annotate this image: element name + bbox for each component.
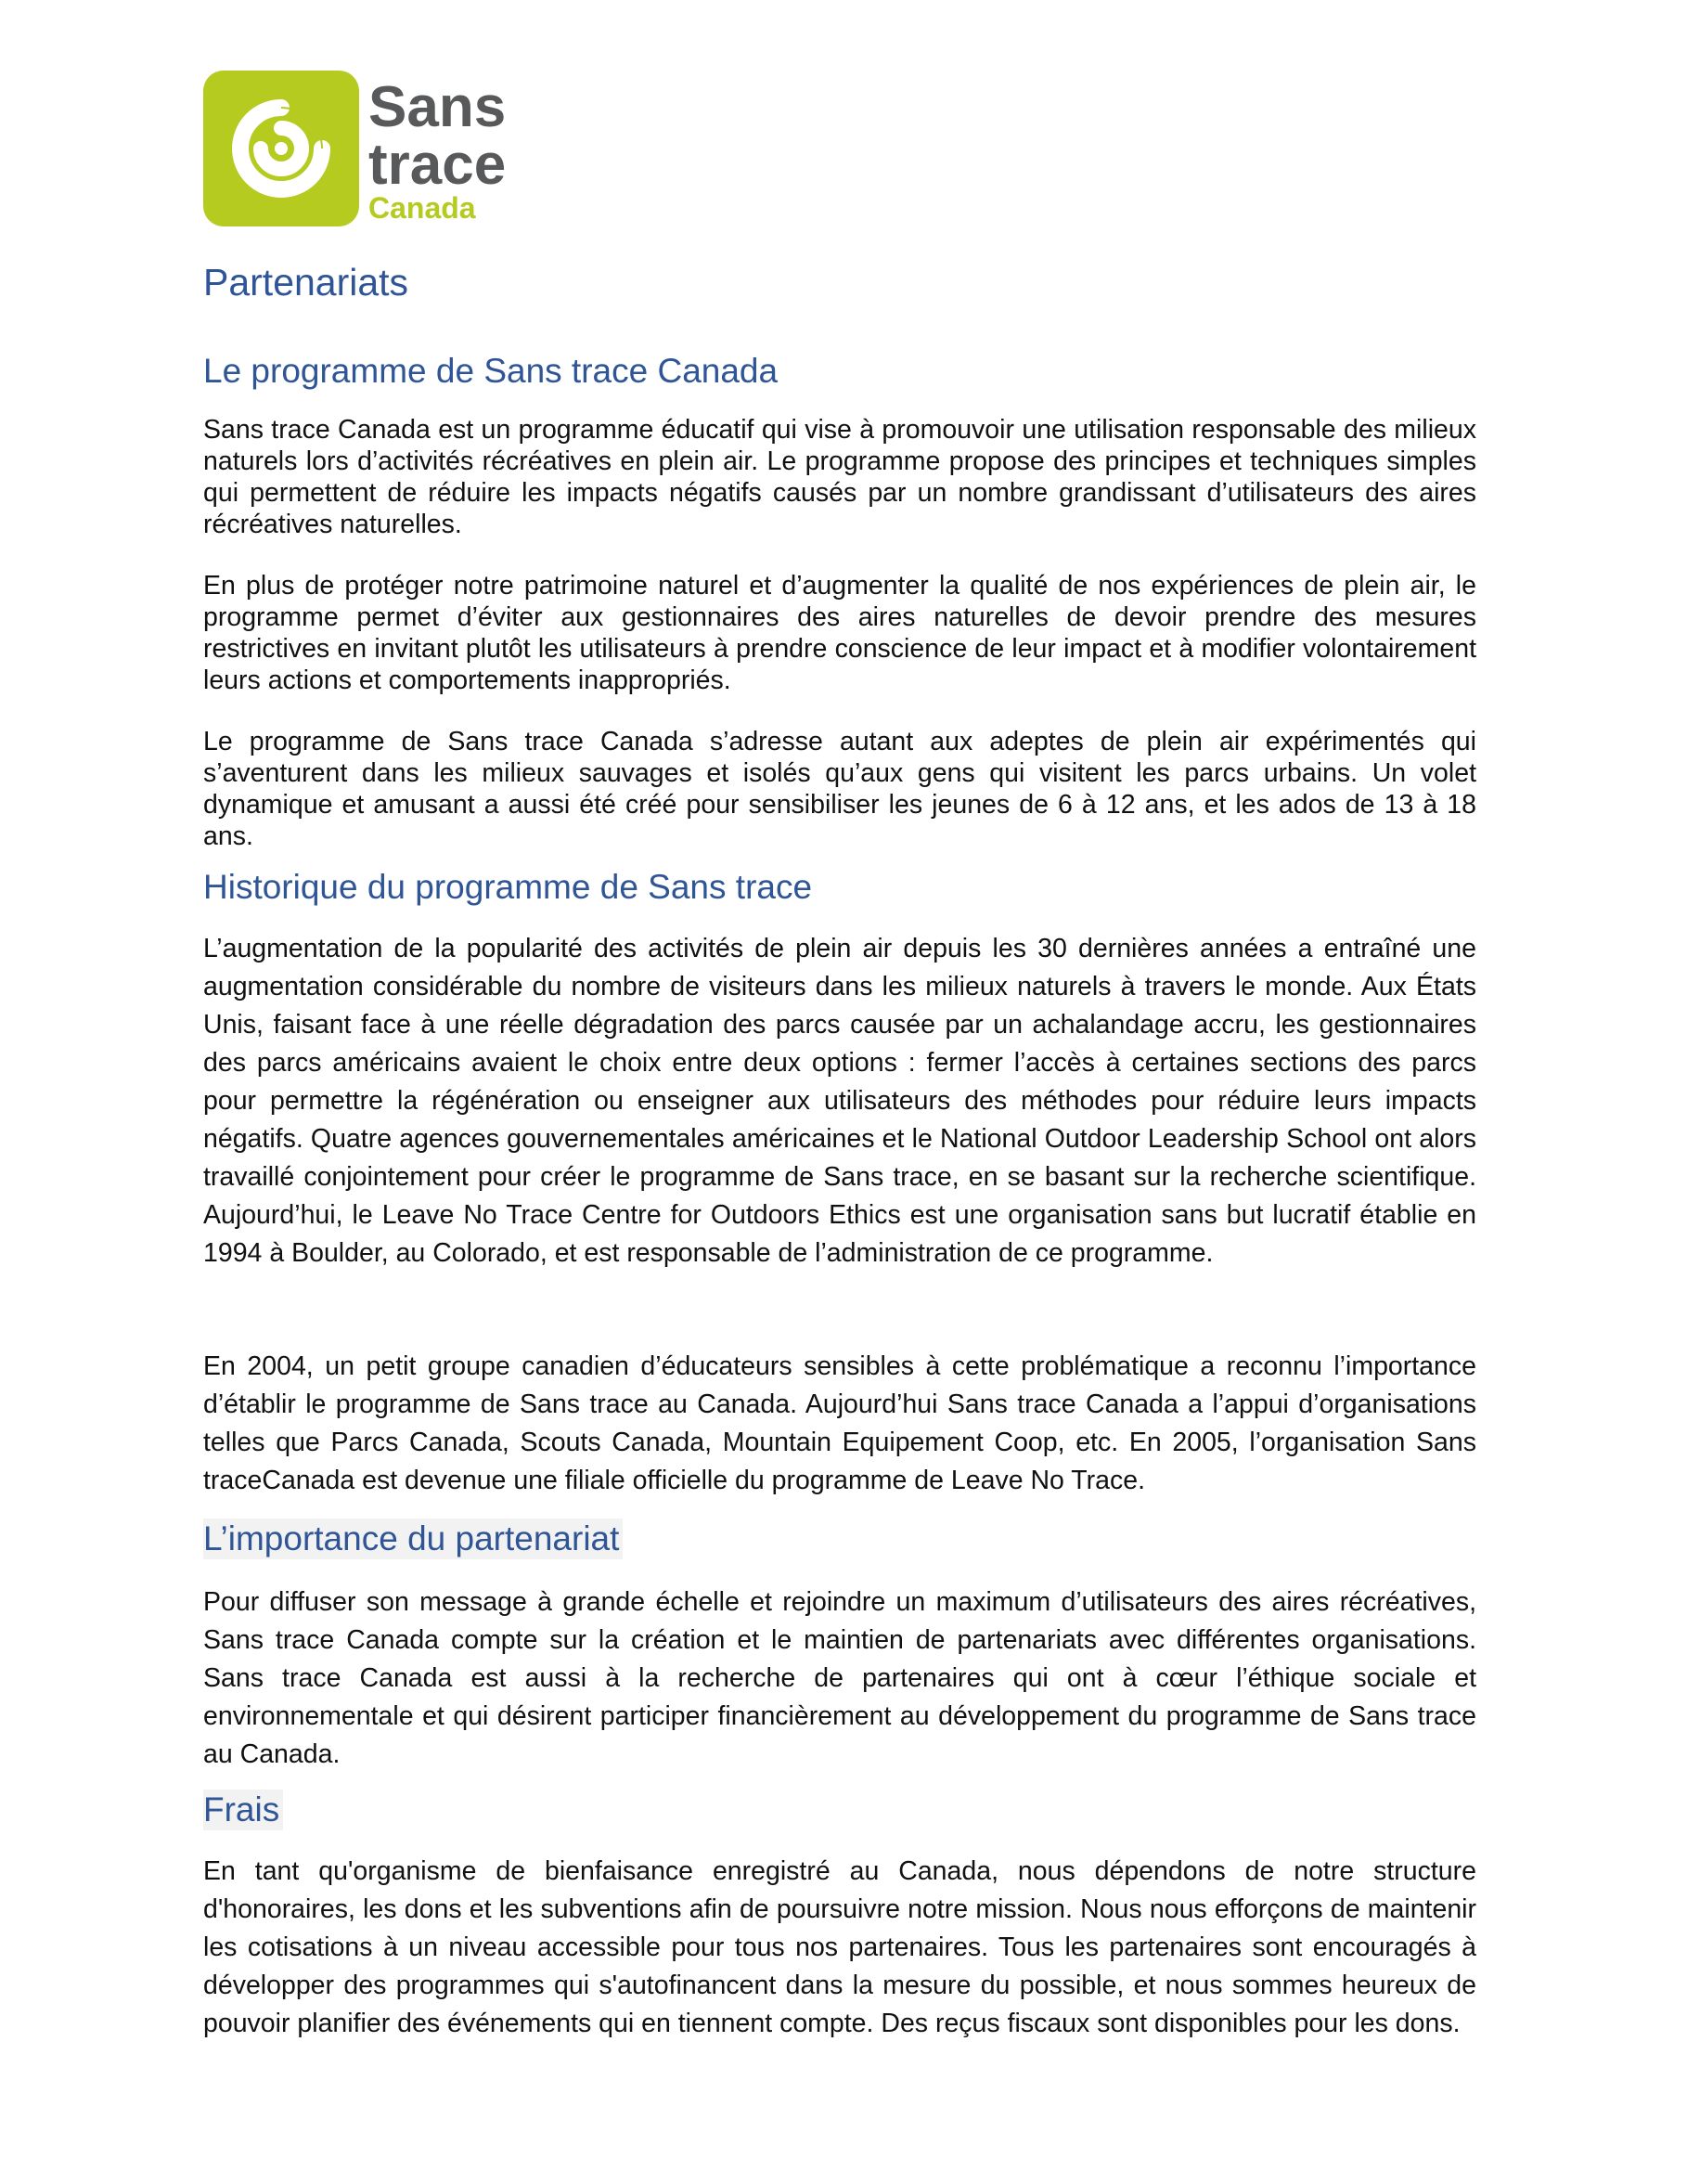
page-title: Partenariats	[203, 261, 409, 304]
logo-word-canada: Canada	[368, 191, 476, 225]
logo-spiral-center	[275, 142, 288, 155]
logo-word-trace: trace	[368, 133, 507, 197]
heading-importance: L’importance du partenariat	[203, 1518, 623, 1559]
logo-word-sans: Sans	[368, 75, 507, 139]
paragraph-programme-1: Sans trace Canada est un programme éducatif qui vise à promouvoir une utilisation responsable des milieux naturels lors d’activités récréatives en plein air. Le programme propose des principes et techniques simples qui permettent de réduire les impacts négatifs causés par un nombre grandissant d’utilisateurs des aires récréatives naturelles.	[203, 415, 1476, 539]
paragraph-frais-1: En tant qu'organisme de bienfaisance enregistré au Canada, nous dépendons de notre structure d'honoraires, les dons et les subventions afin de poursuivre notre mission. Nous nous efforçons de maintenir les cotisations à un niveau accessible pour tous nos partenaires. Tous les partenaires sont encouragés à développer des programmes qui s'autofinancent dans la mesure du possible, et nous sommes heureux de pouvoir planifier des événements qui en tiennent compte. Des reçus fiscaux sont disponibles pour les dons.	[203, 1856, 1476, 2038]
paragraph-programme-2: En plus de protéger notre patrimoine naturel et d’augmenter la qualité de nos expériences de plein air, le programme permet d’éviter aux gestionnaires des aires naturelles de devoir prendre des mesures restrictives en invitant plutôt les utilisateurs à prendre conscience de leur impact et à modifier volontairement leurs actions et comportements inappropriés.	[203, 571, 1476, 695]
paragraph-historique-1: L’augmentation de la popularité des activités de plein air depuis les 30 dernières années a entraîné une augmentation considérable du nombre de visiteurs dans les milieux naturels à travers le monde. Aux États Unis, faisant face à une réelle dégradation des parcs causée par un achalandage accru, les gestionnaires des parcs américains avaient le choix entre deux options : fermer l’accès à certaines sections des parcs pour permettre la régénération ou enseigner aux utilisateurs des méthodes pour réduire leurs impacts négatifs. Quatre agences gouvernementales américaines et le National Outdoor Leadership School ont alors travaillé conjointement pour créer le programme de Sans trace, en se basant sur la recherche scientifique. Aujourd’hui, le Leave No Trace Centre for Outdoors Ethics est une organisation sans but lucratif établie en 1994 à Boulder, au Colorado, et est responsable de l’administration de ce programme.	[203, 934, 1476, 1268]
paragraph-programme-3: Le programme de Sans trace Canada s’adresse autant aux adeptes de plein air expérimentés qui s’aventurent dans les milieux sauvages et isolés qu’aux gens qui visitent les parcs urbains. Un volet dynamique et amusant a aussi été créé pour sensibiliser les jeunes de 6 à 12 ans, et les ados de 13 à 18 ans.	[203, 727, 1476, 851]
sans-trace-logo	[203, 71, 556, 228]
paragraph-historique-2: En 2004, un petit groupe canadien d’éducateurs sensibles à cette problématique a reconnu l’importance d’établir le programme de Sans trace au Canada. Aujourd’hui Sans trace Canada a l’appui d’organisations telles que Parcs Canada, Scouts Canada, Mountain Equipement Coop, etc. En 2005, l’organisation Sans traceCanada est devenue une filiale officielle du programme de Leave No Trace.	[203, 1351, 1476, 1495]
heading-historique: Historique du programme de Sans trace	[203, 868, 813, 906]
logo-mark	[203, 71, 556, 228]
heading-frais: Frais	[203, 1790, 283, 1830]
heading-programme: Le programme de Sans trace Canada	[203, 352, 779, 390]
paragraph-importance-1: Pour diffuser son message à grande échelle et rejoindre un maximum d’utilisateurs des aires récréatives, Sans trace Canada compte sur la création et le maintien de partenariats avec différentes organisations. Sans trace Canada est aussi à la recherche de partenaires qui ont à cœur l’éthique sociale et environnementale et qui désirent participer financièrement au développement du programme de Sans trace au Canada.	[203, 1587, 1476, 1769]
